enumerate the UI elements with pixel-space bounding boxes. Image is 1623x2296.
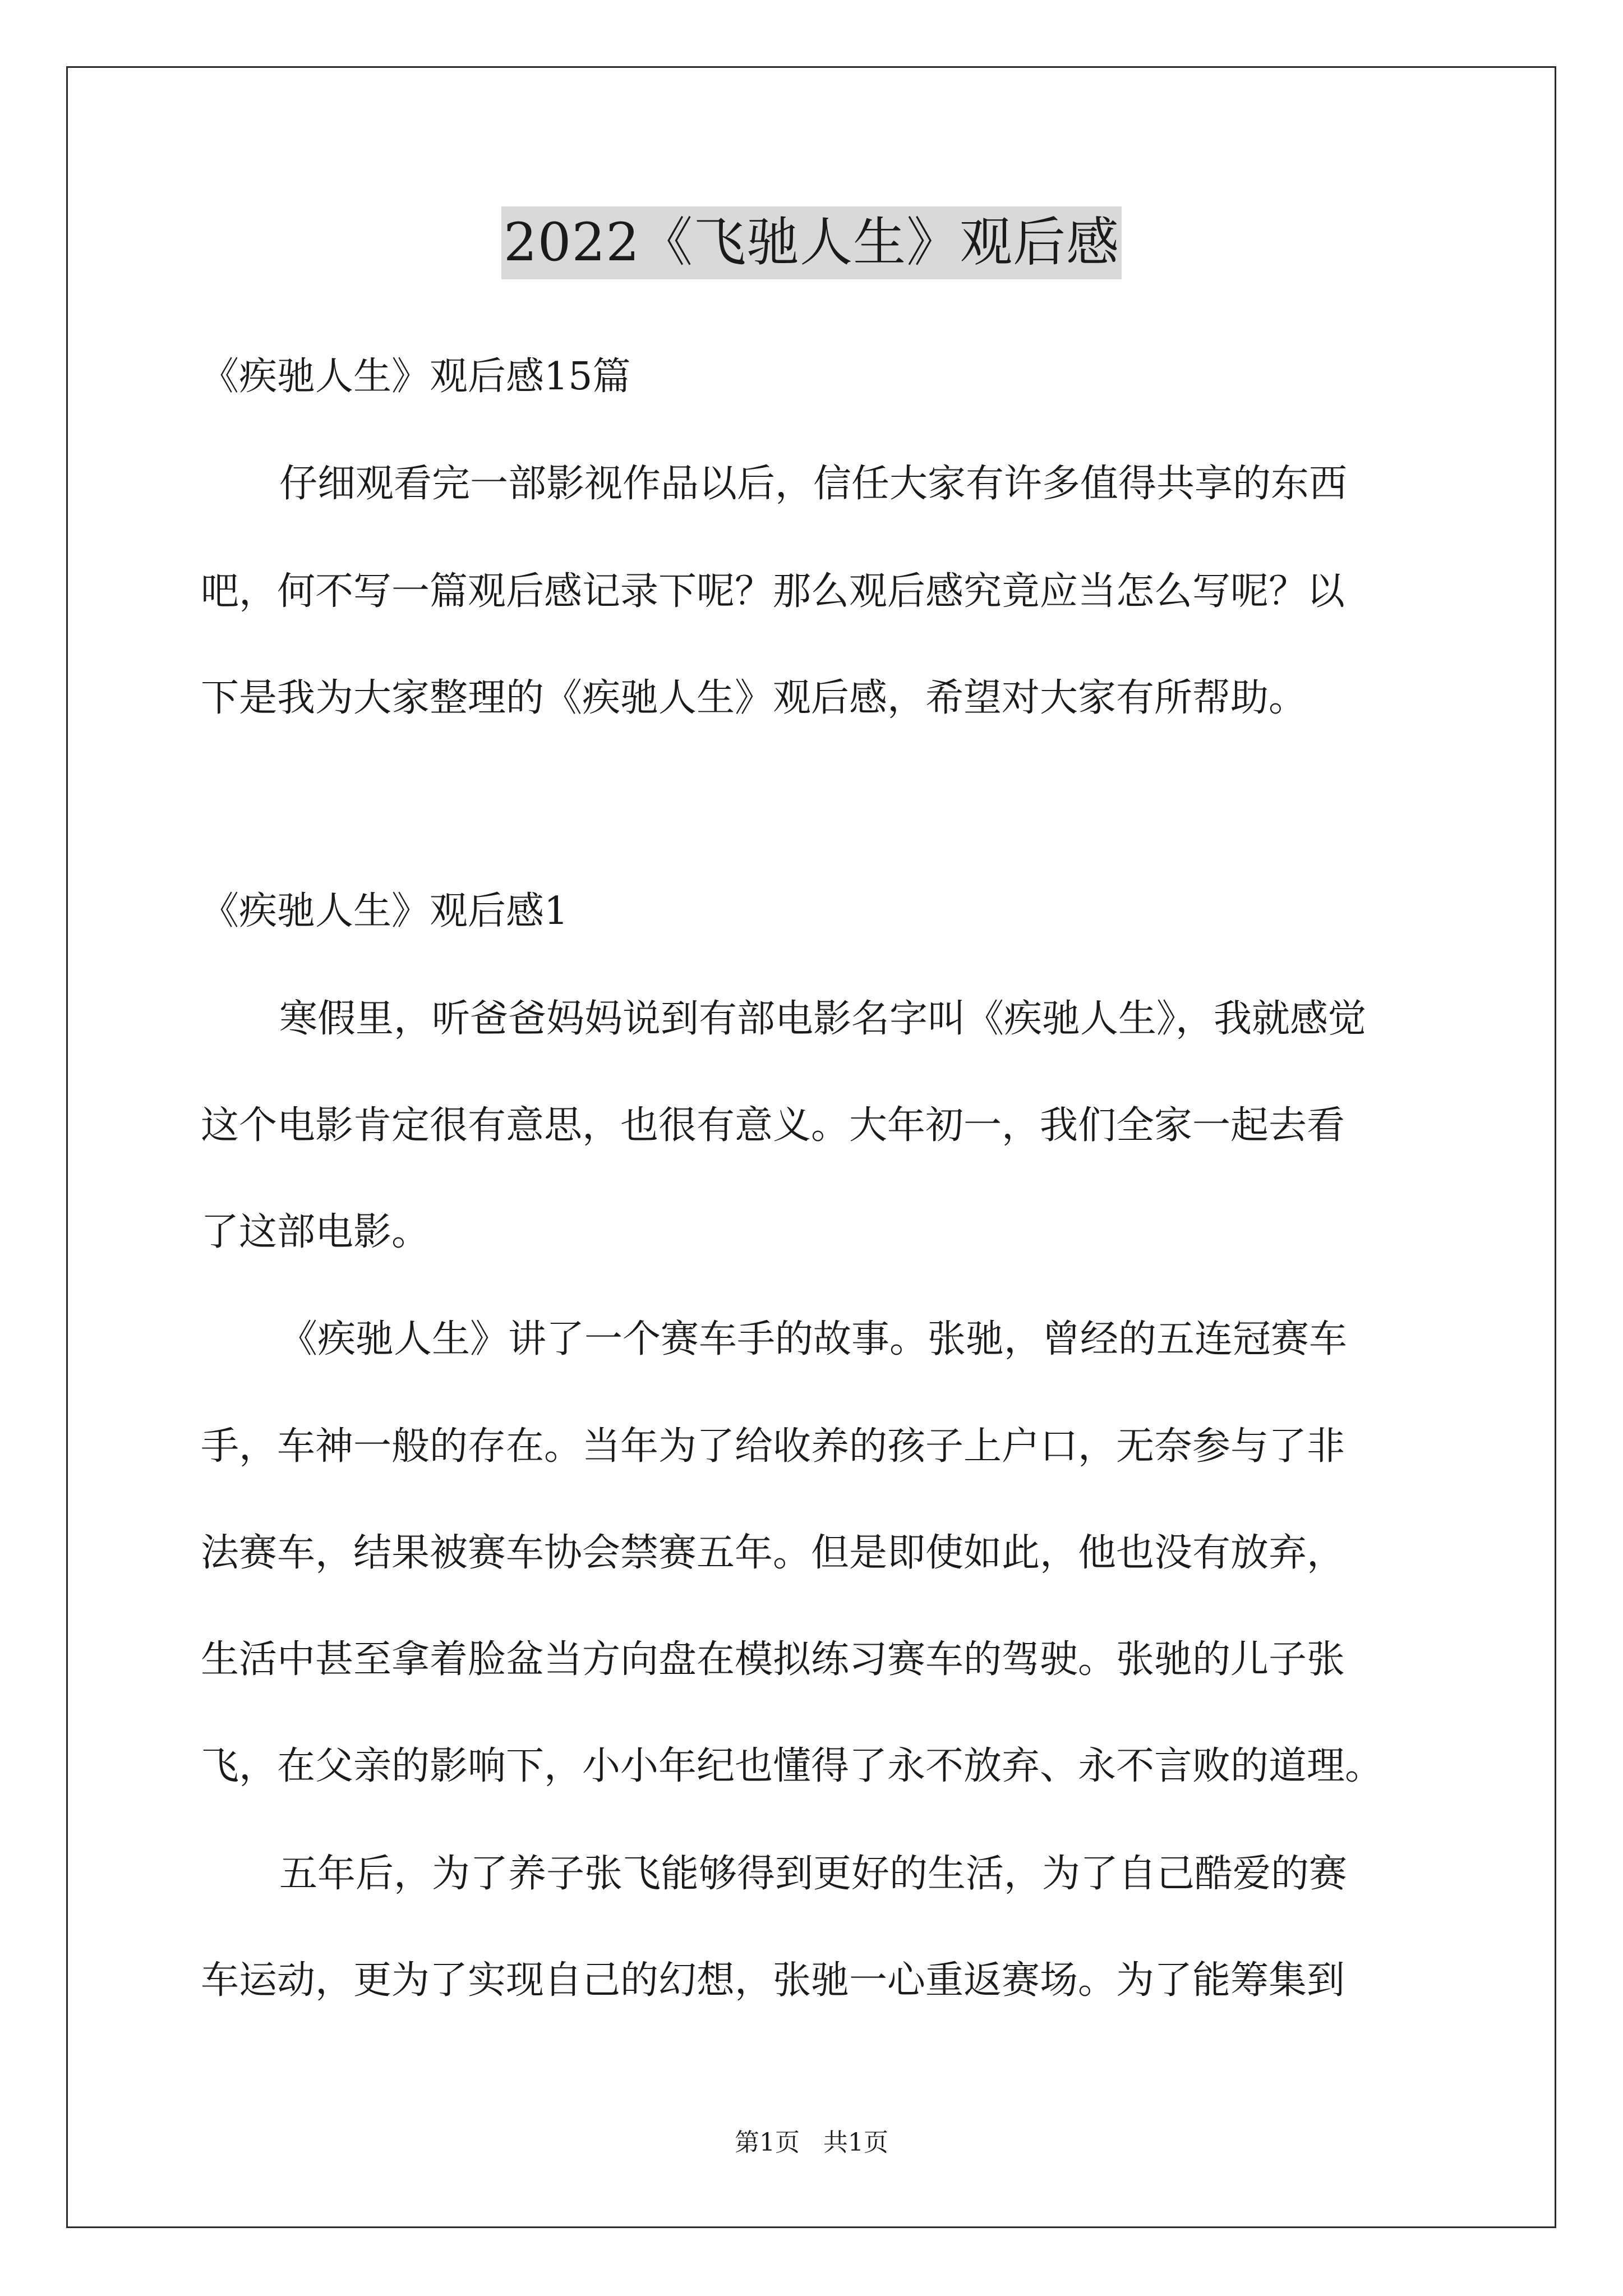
paragraph-line: 《疾驰人生》讲了一个赛车手的故事。张驰，曾经的五连冠赛车 bbox=[279, 1317, 1348, 1361]
heading-15-essays: 《疾驰人生》观后感15篇 bbox=[201, 355, 631, 399]
paragraph-line: 下是我为大家整理的《疾驰人生》观后感，希望对大家有所帮助。 bbox=[201, 676, 1307, 720]
document-title: 2022《飞驰人生》观后感 bbox=[501, 206, 1122, 279]
paragraph-line: 手，车神一般的存在。当年为了给收养的孩子上户口，无奈参与了非 bbox=[201, 1424, 1345, 1469]
paragraph-line: 生活中甚至拿着脸盆当方向盘在模拟练习赛车的驾驶。张驰的儿子张 bbox=[201, 1637, 1345, 1682]
page-footer: 第1页 共1页 bbox=[735, 2128, 888, 2157]
heading-essay-1: 《疾驰人生》观后感1 bbox=[201, 889, 569, 933]
title-wrap bbox=[0, 206, 1623, 279]
paragraph-line: 飞，在父亲的影响下，小小年纪也懂得了永不放弃、永不言败的道理。 bbox=[201, 1744, 1384, 1788]
paragraph-line: 这个电影肯定很有意思，也很有意义。大年初一，我们全家一起去看 bbox=[201, 1103, 1345, 1148]
paragraph-line: 五年后，为了养子张飞能够得到更好的生活，为了自己酷爱的赛 bbox=[279, 1852, 1348, 1896]
paragraph-line: 仔细观看完一部影视作品以后，信任大家有许多值得共享的东西 bbox=[279, 462, 1348, 506]
paragraph-line: 了这部电影。 bbox=[201, 1210, 430, 1254]
paragraph-line: 寒假里，听爸爸妈妈说到有部电影名字叫《疾驰人生》，我就感觉 bbox=[279, 997, 1367, 1041]
paragraph-line: 法赛车，结果被赛车协会禁赛五年。但是即使如此，他也没有放弃， bbox=[201, 1531, 1345, 1575]
paragraph-line: 车运动，更为了实现自己的幻想，张驰一心重返赛场。为了能筹集到 bbox=[201, 1958, 1345, 2003]
paragraph-line: 吧，何不写一篇观后感记录下呢？那么观后感究竟应当怎么写呢？以 bbox=[201, 569, 1345, 614]
